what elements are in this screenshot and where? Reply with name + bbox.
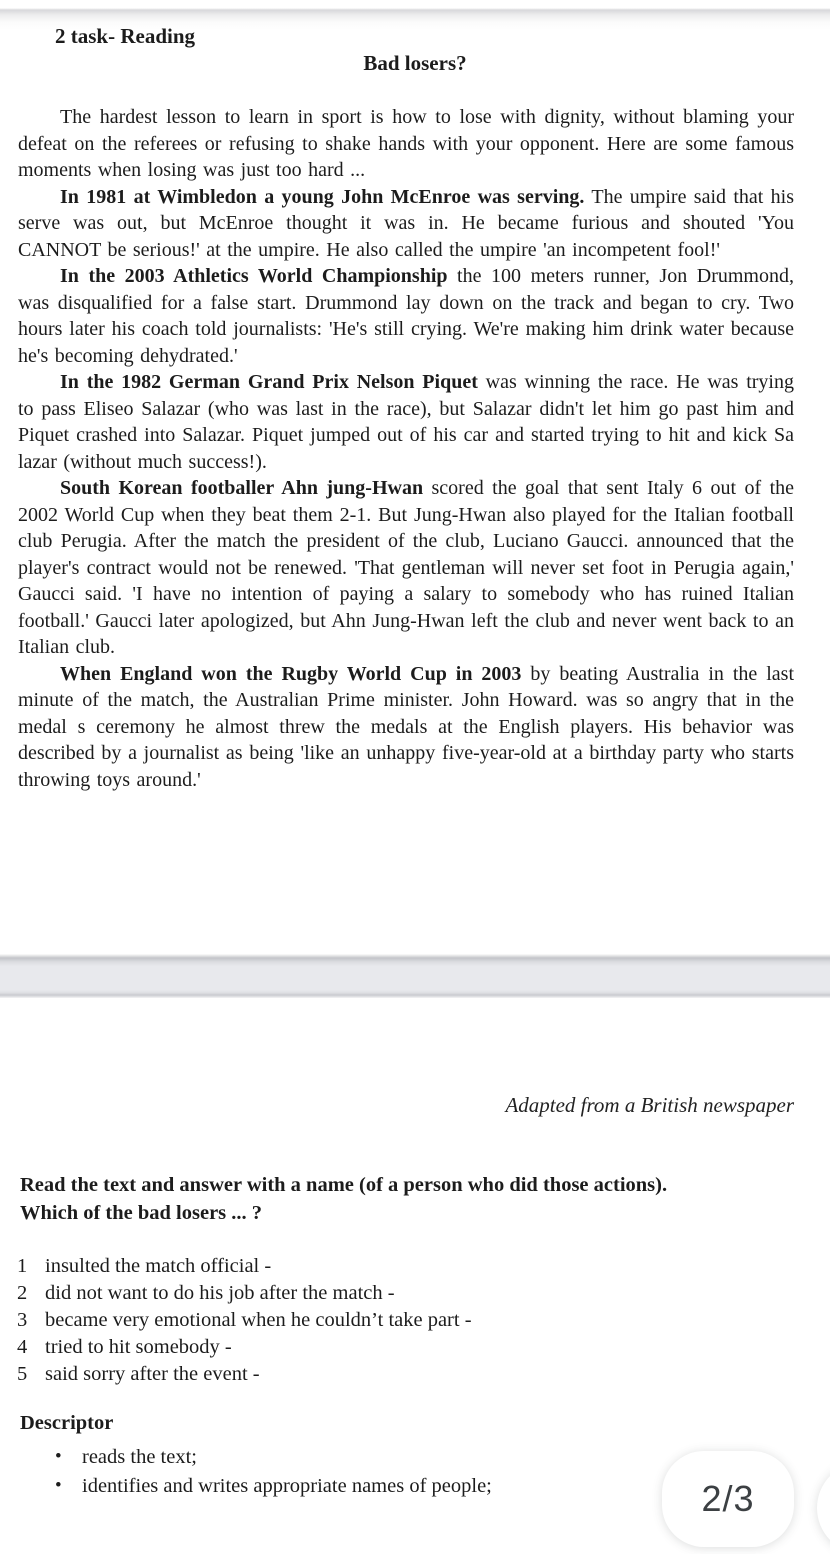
paragraph-intro bbox=[18, 104, 794, 184]
page-indicator-text: 2/3 bbox=[701, 1478, 755, 1519]
bullet-icon bbox=[55, 1443, 82, 1472]
question-item bbox=[17, 1307, 797, 1334]
question-number: 5 bbox=[17, 1362, 28, 1385]
question-text: tried to hit somebody - bbox=[45, 1335, 232, 1358]
article-body bbox=[18, 104, 794, 793]
instruction-line: Read the text and answer with a name (of a person who did those actions). bbox=[20, 1174, 668, 1196]
paragraph-text: The hardest lesson to learn in sport is how to lose with dignity, without blaming your defeat on the referees or refusing to shake hands with your opponent. Here are some famous moments when losing was just too hard ... bbox=[18, 106, 794, 181]
question-text: said sorry after the event - bbox=[45, 1362, 260, 1385]
question-number: 1 bbox=[17, 1255, 28, 1277]
paragraph-lead: In 1981 at Wimbledon a young John McEnroe was serving. bbox=[60, 185, 585, 208]
paragraph-piquet bbox=[18, 369, 794, 475]
instruction-line: Which of the bad losers ... ? bbox=[20, 1201, 263, 1224]
document-title: Bad losers? bbox=[363, 51, 467, 75]
descriptor-title: Descriptor bbox=[20, 1412, 114, 1434]
source-attribution: Adapted from a British newspaper bbox=[505, 1093, 794, 1117]
floating-action-button[interactable] bbox=[817, 1462, 830, 1554]
paragraph-text: The umpire said that his serve was out, but McEnroe thought it was in. He became furious and shouted 'You CANNOT be serious!' at the umpire. He also called the umpire 'an incompetent fool!' bbox=[18, 185, 794, 261]
paragraph-howard bbox=[18, 661, 794, 794]
paragraph-drummond bbox=[18, 263, 794, 369]
paragraph-text: scored the goal that sent Italy 6 out of the 2002 World Cup when they beat them 2-1. But Jung-Hwan also played for the Italian football club Perugia. After the match the president of the club, Luciano Gaucci. announced that the player's contract would not be renewed. 'That gentleman will never set foot in Perugia again,' Gaucci said. 'I have no intention of paying a salary to somebody who has ruined Italian football.' Gaucci later apologized, but Ahn Jung-Hwan left the club and never went back to an Italian club. bbox=[18, 477, 795, 658]
page-break-separator bbox=[0, 954, 830, 998]
paragraph-lead: In the 1982 German Grand Prix Nelson Piquet bbox=[60, 371, 478, 393]
question-item bbox=[17, 1253, 797, 1280]
question-text: became very emotional when he couldn’t take part - bbox=[45, 1308, 472, 1331]
paragraph-lead: When England won the Rugby World Cup in 2003 bbox=[60, 662, 522, 685]
question-text: insulted the match official - bbox=[45, 1255, 272, 1277]
bullet-icon bbox=[55, 1472, 82, 1501]
paragraph-lead: In the 2003 Athletics World Championship bbox=[60, 265, 448, 287]
question-number: 3 bbox=[17, 1308, 28, 1331]
paragraph-junghwan bbox=[18, 475, 794, 661]
task-label: 2 task- Reading bbox=[55, 24, 196, 48]
task-instructions bbox=[20, 1172, 802, 1227]
question-item bbox=[17, 1334, 797, 1361]
paragraph-text: was winning the race. He was trying to pass Eliseo Salazar (who was last in the race), but Salazar didn't let him go past him and Piquet crashed into Salazar. Piquet jumped out of his car and started trying to hit and kick Sa lazar (without much success!). bbox=[18, 371, 794, 473]
paragraph-lead: South Korean footballer Ahn jung-Hwan bbox=[60, 477, 424, 499]
question-text: did not want to do his job after the match - bbox=[45, 1281, 395, 1304]
bullet-text: reads the text; bbox=[82, 1446, 197, 1468]
question-item bbox=[17, 1361, 797, 1388]
question-item bbox=[17, 1280, 797, 1307]
question-list bbox=[17, 1253, 797, 1388]
page-indicator-badge bbox=[662, 1451, 794, 1547]
question-number: 4 bbox=[17, 1335, 28, 1358]
paragraph-text: the 100 meters runner, Jon Drummond, was disqualified for a false start. Drummond lay down on the track and began to cry. Two hours later his coach told journalists: 'He's still crying. We're making him drink water because he's becoming dehydrated.' bbox=[18, 265, 794, 367]
question-number: 2 bbox=[17, 1281, 28, 1304]
paragraph-text: by beating Australia in the last minute of the match, the Australian Prime minister. John Howard. was so angry that in the medal s ceremony he almost threw the medals at the English players. His behavior was described by a journalist as being 'like an unhappy five-year-old at a birthday party who starts throwing toys around.' bbox=[18, 662, 794, 791]
bullet-text: identifies and writes appropriate names of people; bbox=[82, 1474, 492, 1497]
paragraph-mcenroe bbox=[18, 184, 794, 264]
